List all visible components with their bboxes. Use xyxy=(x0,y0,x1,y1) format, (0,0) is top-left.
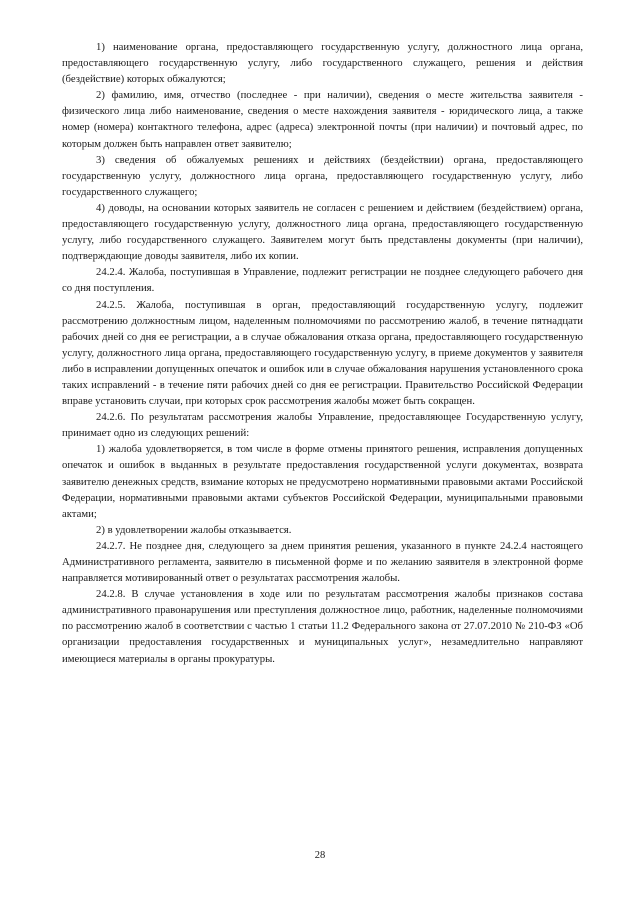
paragraph-24-2-5: 24.2.5. Жалоба, поступившая в орган, предоставляющий государственную услугу, подлежит рассмотрению должностным лицом, наделенным полномочиями по рассмотрению жалоб, в течение пятнадцати рабочих дней со дня ее регистрации, а в случае обжалования отказа органа, предоставляющего государственную услугу, должностного лица органа, предоставляющего государственную услугу, в приеме документов у заявителя либо в исправлении допущенных опечаток и ошибок или в случае обжалования нарушения установленного срока таких исправлений - в течение пяти рабочих дней со дня ее регистрации. Правительство Российской Федерации вправе установить случаи, при которых срок рассмотрения жалобы может быть сокращен. xyxy=(62,298,583,408)
paragraph-complaint-item-1: 1) наименование органа, предоставляющего государственную услугу, должностного лица органа, предоставляющего государственную услугу, либо государственного служащего, решения и действия (бездействие) которых обжалуются; xyxy=(62,41,583,86)
paragraph-24-2-6: 24.2.6. По результатам рассмотрения жалобы Управление, предоставляющее Государственную услугу, принимает одно из следующих решений: xyxy=(62,411,583,440)
paragraph-24-2-8: 24.2.8. В случае установления в ходе или по результатам рассмотрения жалобы признаков состава административного правонарушения или преступления должностное лицо, работник, наделенные полномочиями по рассмотрению жалоб в соответствии с частью 1 статьи 11.2 Федерального закона от 27.07.2010 № 210-ФЗ «Об организации предоставления государственных и муниципальных услуг», незамедлительно направляют имеющиеся материалы в органы прокуратуры. xyxy=(62,588,583,665)
paragraph-decision-2: 2) в удовлетворении жалобы отказывается. xyxy=(96,523,292,536)
paragraph-complaint-item-3: 3) сведения об обжалуемых решениях и действиях (бездействии) органа, предоставляющего государственную услугу, должностного лица органа, предоставляющего государственную услугу, либо государственного служащего; xyxy=(62,153,583,198)
paragraph-24-2-4: 24.2.4. Жалоба, поступившая в Управление, подлежит регистрации не позднее следующего рабочего дня со дня поступления. xyxy=(62,266,583,295)
paragraph-decision-1: 1) жалоба удовлетворяется, в том числе в форме отмены принятого решения, исправления допущенных опечаток и ошибок в выданных в результате предоставления государственной услуги документах, возврата заявителю денежных средств, взимание которых не предусмотрено нормативными правовыми актами Российской Федерации, нормативными правовыми актами субъектов Российской Федерации, муниципальными правовыми актами; xyxy=(62,443,583,520)
document-body xyxy=(62,39,583,667)
paragraph-complaint-item-2: 2) фамилию, имя, отчество (последнее - при наличии), сведения о месте жительства заявителя - физического лица либо наименование, сведения о месте нахождения заявителя - юридического лица, а также номер (номера) контактного телефона, адрес (адреса) электронной почты (при наличии) и почтовый адрес, по которым должен быть направлен ответ заявителю; xyxy=(62,89,583,150)
paragraph-24-2-7: 24.2.7. Не позднее дня, следующего за днем принятия решения, указанного в пункте 24.2.4 настоящего Административного регламента, заявителю в письменной форме и по желанию заявителя в электронной форме направляется мотивированный ответ о результатах рассмотрения жалобы. xyxy=(62,539,583,585)
page-number: 28 xyxy=(314,850,326,861)
paragraph-complaint-item-4: 4) доводы, на основании которых заявитель не согласен с решением и действием (бездействием) органа, предоставляющего государственную услугу, должностного лица органа, предоставляющего государственную услугу, либо государственного служащего. Заявителем могут быть представлены документы (при наличии), подтверждающие доводы заявителя, либо их копии. xyxy=(62,201,583,263)
